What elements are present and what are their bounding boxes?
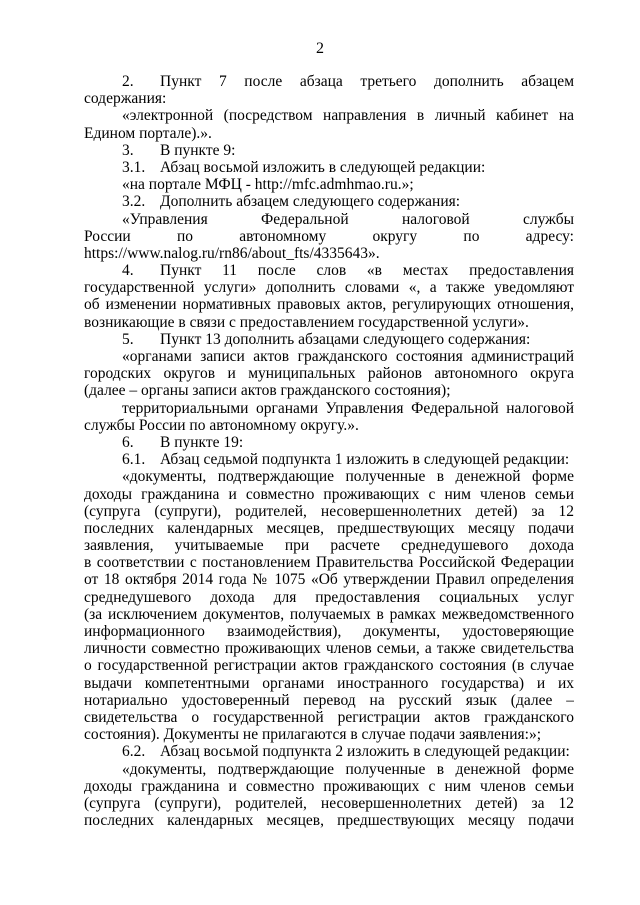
line-text: выдачи компетентными органами иностранного государства) и их <box>84 674 574 692</box>
line-text: последних календарных месяцев, предшествующих месяцу подачи <box>84 519 574 537</box>
line-text: Абзац восьмой изложить в следующей редакции: <box>160 158 486 176</box>
text-line <box>84 675 574 692</box>
text-line <box>84 657 574 674</box>
text-line <box>84 296 574 313</box>
text-line <box>84 726 574 743</box>
line-text: В пункте 19: <box>160 433 244 451</box>
item-number: 3. <box>122 141 134 159</box>
text-line <box>84 451 574 468</box>
text-line <box>84 434 574 451</box>
text-line <box>84 812 574 829</box>
line-text: об изменении нормативных правовых актов, регулирующих отношения, <box>84 296 574 314</box>
item-number: 6.1. <box>122 451 146 469</box>
text-line <box>84 193 574 210</box>
line-text: среднедушевого дохода для предоставления социальных услуг <box>84 588 574 606</box>
text-line <box>84 554 574 571</box>
text-line <box>84 417 574 434</box>
text-line <box>84 331 574 348</box>
line-text: Абзац восьмой подпункта 2 изложить в следующей редакции: <box>160 743 570 761</box>
text-line <box>84 606 574 623</box>
text-line <box>84 709 574 726</box>
line-text: Пункт 13 дополнить абзацами следующего содержания: <box>160 330 531 348</box>
text-line <box>84 314 574 331</box>
text-line <box>84 159 574 176</box>
line-text: Едином портале).». <box>84 124 212 142</box>
line-text: городских округов и муниципальных районов автономного округа <box>84 365 574 383</box>
text-line <box>84 262 574 279</box>
line-text: Пункт 7 после абзаца третьего дополнить абзацем <box>160 73 574 90</box>
line-text: (за исключением документов, получаемых в рамках межведомственного <box>84 605 574 623</box>
line-text: «электронной (посредством направления в личный кабинет на <box>122 107 574 125</box>
line-text: (супруга (супруги), родителей, несовершеннолетних детей) за 12 <box>84 794 574 812</box>
text-line <box>84 503 574 520</box>
text-line <box>84 640 574 657</box>
item-number: 4. <box>122 262 134 280</box>
line-text: свидетельства о государственной регистрации актов гражданского <box>84 708 574 726</box>
line-text: В пункте 9: <box>160 141 236 159</box>
line-text: России по автономному округу по адресу: <box>84 227 574 245</box>
text-line <box>84 795 574 812</box>
line-text: территориальными органами Управления Федеральной налоговой <box>122 399 574 417</box>
text-line <box>84 211 574 228</box>
page-number: 2 <box>316 40 324 57</box>
text-line <box>84 778 574 795</box>
text-line <box>84 537 574 554</box>
text-line <box>84 382 574 399</box>
line-text: «документы, подтверждающие полученные в денежной форме <box>122 468 574 486</box>
item-number: 5. <box>122 330 134 348</box>
line-text: в соответствии с постановлением Правительства Российской Федерации <box>84 554 574 572</box>
text-line <box>84 228 574 245</box>
line-text: состояния). Документы не прилагаются в случае подачи заявления:»; <box>84 726 542 744</box>
line-text: личности совместно проживающих членов семьи, а также свидетельства <box>84 640 574 658</box>
line-text: «документы, подтверждающие полученные в денежной форме <box>122 760 574 778</box>
text-line <box>84 520 574 537</box>
text-line <box>84 107 574 124</box>
item-number: 6. <box>122 433 134 451</box>
line-text: содержания: <box>84 90 167 108</box>
line-text: возникающие в связи с предоставлением государственной услуги». <box>84 313 529 331</box>
text-line <box>84 692 574 709</box>
line-text: государственной услуги» дополнить словами «, а также уведомляют <box>84 279 574 297</box>
line-text: доходы гражданина и совместно проживающих с ним членов семьи <box>84 485 574 503</box>
line-text: службы России по автономному округу.». <box>84 416 359 434</box>
item-number: 2. <box>122 73 134 90</box>
text-line <box>84 176 574 193</box>
item-number: 3.1. <box>122 158 146 176</box>
text-line <box>84 90 574 107</box>
line-text: нотариально удостоверенный перевод на русский язык (далее – <box>84 691 574 709</box>
text-line <box>84 142 574 159</box>
line-text: «на портале МФЦ - http://mfc.admhmao.ru.»; <box>122 176 414 194</box>
document-body <box>84 73 574 829</box>
line-text: информационного взаимодействия), документы, удостоверяющие <box>84 623 574 640</box>
text-line <box>84 365 574 382</box>
line-text: «Управления Федеральной налоговой службы <box>122 210 574 228</box>
text-line <box>84 348 574 365</box>
line-text: заявления, учитываемые при расчете среднедушевого дохода <box>84 537 574 555</box>
text-line <box>84 623 574 640</box>
line-text: «органами записи актов гражданского состояния администраций <box>122 348 574 365</box>
line-text: Абзац седьмой подпункта 1 изложить в следующей редакции: <box>160 451 570 469</box>
text-line <box>84 761 574 778</box>
text-line <box>84 468 574 485</box>
text-line <box>84 589 574 606</box>
text-line <box>84 400 574 417</box>
text-line <box>84 743 574 760</box>
line-text: доходы гражданина и совместно проживающих с ним членов семьи <box>84 777 574 795</box>
line-text: от 18 октября 2014 года № 1075 «Об утверждении Правил определения <box>84 571 574 589</box>
text-line <box>84 279 574 296</box>
item-number: 3.2. <box>122 193 146 211</box>
text-line <box>84 73 574 90</box>
text-line <box>84 245 574 262</box>
line-text: (супруга (супруги), родителей, несовершеннолетних детей) за 12 <box>84 502 574 520</box>
item-number: 6.2. <box>122 743 146 761</box>
line-text: (далее – органы записи актов гражданского состояния); <box>84 382 451 400</box>
line-text: последних календарных месяцев, предшествующих месяцу подачи <box>84 812 574 830</box>
text-line <box>84 571 574 588</box>
text-line <box>84 125 574 142</box>
line-text: о государственной регистрации актов гражданского состояния (в случае <box>84 657 574 675</box>
line-text: https://www.nalog.ru/rn86/about_fts/4335643». <box>84 244 380 262</box>
line-text: Пункт 11 после слов «в местах предоставления <box>160 262 574 280</box>
text-line <box>84 486 574 503</box>
line-text: Дополнить абзацем следующего содержания: <box>160 193 461 211</box>
